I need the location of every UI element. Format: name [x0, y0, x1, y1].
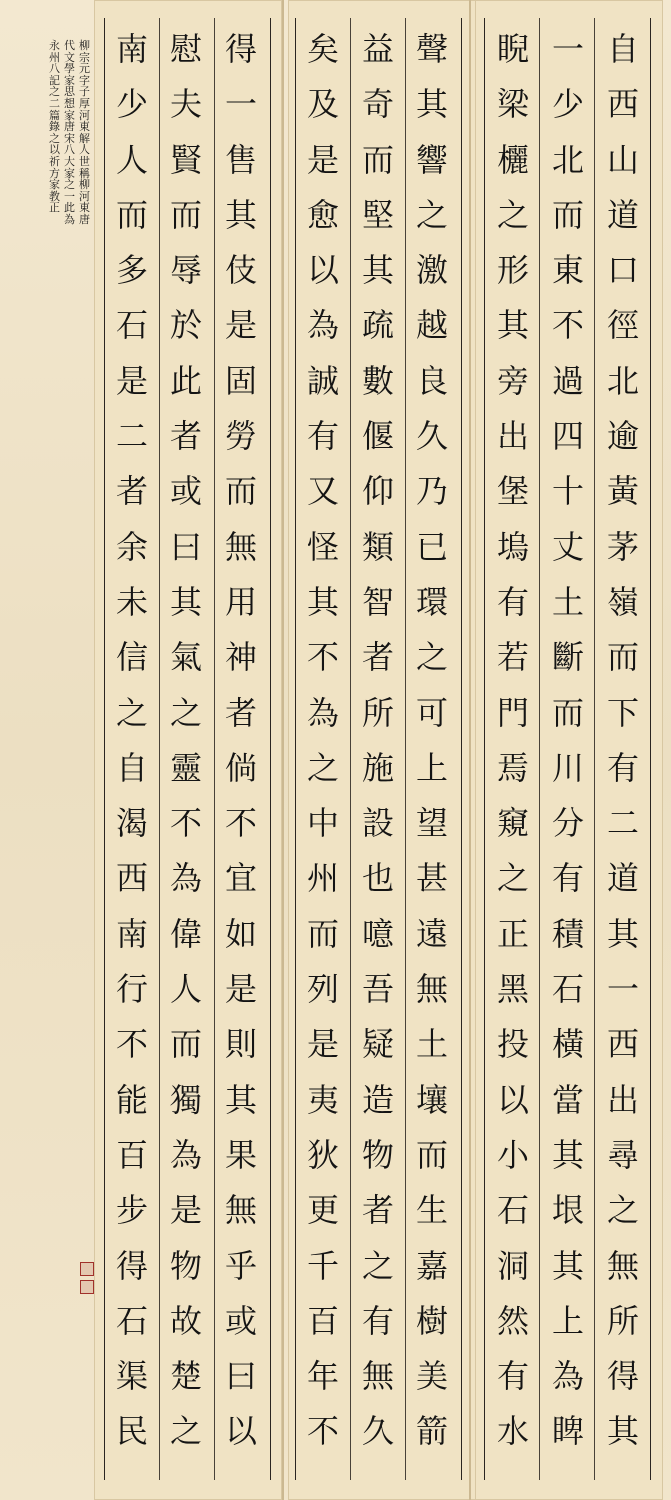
calligraphy-character: 而 [606, 638, 639, 677]
calligraphy-character: 樹 [415, 1301, 448, 1340]
calligraphy-character: 斷 [551, 638, 584, 677]
calligraphy-character: 四 [551, 417, 584, 456]
calligraphy-character: 睥 [551, 1412, 584, 1451]
calligraphy-character: 北 [606, 361, 639, 400]
calligraphy-character: 民 [115, 1412, 148, 1451]
calligraphy-character: 神 [224, 638, 257, 677]
calligraphy-character: 楚 [169, 1357, 202, 1396]
calligraphy-character: 千 [306, 1246, 339, 1285]
calligraphy-character: 誠 [306, 361, 339, 400]
calligraphy-character: 奇 [361, 85, 394, 124]
calligraphy-character: 過 [551, 361, 584, 400]
colophon-character: 學 [64, 62, 75, 76]
colophon-character: 家 [64, 108, 75, 122]
panel-seam [469, 0, 471, 1500]
calligraphy-character: 未 [115, 582, 148, 621]
colophon-character: 解 [79, 131, 90, 145]
calligraphy-character: 是 [306, 140, 339, 179]
calligraphy-character: 靈 [169, 748, 202, 787]
calligraphy-character: 逾 [606, 417, 639, 456]
calligraphy-character: 物 [361, 1135, 394, 1174]
calligraphy-character: 之 [115, 693, 148, 732]
calligraphy-character: 為 [306, 693, 339, 732]
calligraphy-character: 又 [306, 472, 339, 511]
calligraphy-character: 睨 [496, 30, 529, 68]
text-column [596, 22, 650, 1482]
calligraphy-character: 之 [169, 1412, 202, 1451]
calligraphy-character: 為 [551, 1357, 584, 1396]
colophon-character: 東 [79, 201, 90, 215]
calligraphy-character: 者 [361, 1191, 394, 1230]
calligraphy-character: 列 [306, 970, 339, 1009]
calligraphy-character: 其 [606, 1412, 639, 1451]
calligraphy-character: 東 [551, 251, 584, 290]
colophon-character: 子 [79, 85, 90, 99]
calligraphy-character: 其 [169, 582, 202, 621]
calligraphy-character: 口 [606, 251, 639, 290]
colophon-character: 厚 [79, 96, 90, 110]
calligraphy-character: 氣 [169, 638, 202, 677]
calligraphy-character: 已 [415, 527, 448, 566]
colophon-character: 八 [49, 62, 60, 76]
calligraphy-character: 而 [551, 195, 584, 234]
calligraphy-character: 勞 [224, 417, 257, 456]
calligraphy-character: 疑 [361, 1025, 394, 1064]
calligraphy-character: 激 [415, 251, 448, 290]
calligraphy-character: 為 [306, 306, 339, 345]
calligraphy-character: 人 [115, 140, 148, 179]
colophon-character: 文 [64, 50, 75, 64]
calligraphy-character: 小 [496, 1135, 529, 1174]
colophon-character: 州 [49, 50, 60, 64]
calligraphy-character: 道 [606, 859, 639, 898]
colophon-character: 家 [64, 166, 75, 180]
calligraphy-character: 徑 [606, 306, 639, 345]
colophon-character: 之 [64, 178, 75, 192]
calligraphy-character: 及 [306, 85, 339, 124]
calligraphy-character: 堡 [496, 472, 529, 511]
calligraphy-character: 設 [361, 804, 394, 843]
calligraphy-character: 更 [306, 1191, 339, 1230]
calligraphy-character: 洞 [496, 1246, 529, 1285]
text-column [541, 22, 595, 1482]
calligraphy-character: 焉 [496, 748, 529, 787]
calligraphy-character: 乃 [415, 472, 448, 511]
calligraphy-character: 丈 [551, 527, 584, 566]
calligraphy-character: 自 [606, 30, 639, 68]
calligraphy-character: 西 [606, 85, 639, 124]
calligraphy-character: 黃 [606, 472, 639, 511]
text-column [159, 22, 213, 1482]
calligraphy-character: 有 [496, 1357, 529, 1396]
colophon-character: 家 [64, 73, 75, 87]
calligraphy-character: 上 [415, 748, 448, 787]
text-column [296, 22, 350, 1482]
calligraphy-character: 其 [224, 1080, 257, 1119]
calligraphy-character: 智 [361, 582, 394, 621]
calligraphy-character: 其 [306, 582, 339, 621]
colophon-character: 記 [49, 73, 60, 87]
calligraphy-character: 是 [115, 361, 148, 400]
colophon-character: 祈 [49, 154, 60, 168]
calligraphy-character: 道 [606, 195, 639, 234]
calligraphy-character: 噫 [361, 914, 394, 953]
calligraphy-character: 箭 [415, 1412, 448, 1451]
calligraphy-character: 之 [415, 195, 448, 234]
calligraphy-character: 則 [224, 1025, 257, 1064]
calligraphy-character: 窺 [496, 804, 529, 843]
colophon-character: 方 [49, 166, 60, 180]
colophon-character: 錄 [49, 120, 60, 134]
colophon-character: 為 [64, 212, 75, 226]
calligraphy-character: 嶺 [606, 582, 639, 621]
colophon-column [63, 40, 76, 226]
calligraphy-character: 一 [551, 30, 584, 68]
calligraphy-character: 環 [415, 582, 448, 621]
calligraphy-character: 數 [361, 361, 394, 400]
calligraphy-character: 投 [496, 1025, 529, 1064]
calligraphy-character: 其 [496, 306, 529, 345]
calligraphy-character: 州 [306, 859, 339, 898]
calligraphy-character: 售 [224, 140, 257, 179]
calligraphy-character: 賢 [169, 140, 202, 179]
calligraphy-character: 欐 [496, 140, 529, 179]
calligraphy-character: 一 [224, 85, 257, 124]
calligraphy-character: 而 [169, 1025, 202, 1064]
calligraphy-character: 橫 [551, 1025, 584, 1064]
calligraphy-character: 而 [169, 195, 202, 234]
calligraphy-character: 於 [169, 306, 202, 345]
calligraphy-character: 是 [306, 1025, 339, 1064]
calligraphy-character: 行 [115, 970, 148, 1009]
calligraphy-character: 狄 [306, 1135, 339, 1174]
calligraphy-character: 石 [551, 970, 584, 1009]
calligraphy-character: 其 [606, 914, 639, 953]
text-column [214, 22, 268, 1482]
calligraphy-character: 久 [415, 417, 448, 456]
calligraphy-character: 是 [169, 1191, 202, 1230]
calligraphy-character: 渴 [115, 804, 148, 843]
calligraphy-character: 山 [606, 140, 639, 179]
calligraphy-character: 慰 [169, 30, 202, 68]
calligraphy-character: 有 [551, 859, 584, 898]
calligraphy-character: 不 [551, 306, 584, 345]
calligraphy-character: 之 [169, 693, 202, 732]
colophon-character: 稱 [79, 166, 90, 180]
calligraphy-character: 步 [115, 1191, 148, 1230]
colophon-character: 大 [64, 154, 75, 168]
calligraphy-character: 尋 [606, 1135, 639, 1174]
calligraphy-character: 堅 [361, 195, 394, 234]
colophon-character: 代 [64, 39, 75, 52]
calligraphy-character: 川 [551, 748, 584, 787]
calligraphy-character: 久 [361, 1412, 394, 1451]
calligraphy-character: 望 [415, 804, 448, 843]
calligraphy-character: 出 [606, 1080, 639, 1119]
calligraphy-character: 所 [606, 1301, 639, 1340]
calligraphy-character: 茅 [606, 527, 639, 566]
colophon-character: 家 [49, 178, 60, 192]
text-column [351, 22, 405, 1482]
calligraphy-character: 其 [224, 195, 257, 234]
calligraphy-character: 垠 [551, 1191, 584, 1230]
calligraphy-character: 形 [496, 251, 529, 290]
calligraphy-character: 造 [361, 1080, 394, 1119]
calligraphy-character: 有 [361, 1301, 394, 1340]
calligraphy-character: 其 [551, 1246, 584, 1285]
calligraphy-character: 南 [115, 914, 148, 953]
calligraphy-character: 倘 [224, 748, 257, 787]
text-column [105, 22, 159, 1482]
calligraphy-character: 之 [606, 1191, 639, 1230]
calligraphy-character: 南 [115, 30, 148, 68]
calligraphy-character: 之 [306, 748, 339, 787]
calligraphy-character: 以 [224, 1412, 257, 1451]
calligraphy-character: 聲 [415, 30, 448, 68]
calligraphy-character: 者 [361, 638, 394, 677]
calligraphy-character: 物 [169, 1246, 202, 1285]
calligraphy-character: 生 [415, 1191, 448, 1230]
calligraphy-character: 水 [496, 1412, 529, 1451]
calligraphy-character: 無 [361, 1357, 394, 1396]
colophon-character: 唐 [64, 120, 75, 134]
calligraphy-character: 辱 [169, 251, 202, 290]
calligraphy-character: 伎 [224, 251, 257, 290]
calligraphy-character: 所 [361, 693, 394, 732]
calligraphy-character: 是 [224, 306, 257, 345]
calligraphy-character: 北 [551, 140, 584, 179]
calligraphy-character: 偉 [169, 914, 202, 953]
calligraphy-character: 以 [496, 1080, 529, 1119]
colophon-character: 之 [49, 85, 60, 99]
calligraphy-character: 如 [224, 914, 257, 953]
calligraphy-character: 二 [115, 417, 148, 456]
calligraphy-character: 施 [361, 748, 394, 787]
calligraphy-character: 自 [115, 748, 148, 787]
calligraphy-character: 若 [496, 638, 529, 677]
calligraphy-character: 土 [551, 582, 584, 621]
calligraphy-character: 良 [415, 361, 448, 400]
calligraphy-character: 得 [115, 1246, 148, 1285]
calligraphy-character: 人 [169, 970, 202, 1009]
calligraphy-character: 其 [551, 1135, 584, 1174]
calligraphy-character: 而 [306, 914, 339, 953]
calligraphy-character: 為 [169, 859, 202, 898]
calligraphy-character: 旁 [496, 361, 529, 400]
calligraphy-character: 者 [169, 417, 202, 456]
calligraphy-character: 是 [224, 970, 257, 1009]
calligraphy-character: 以 [306, 251, 339, 290]
calligraphy-character: 不 [169, 804, 202, 843]
calligraphy-character: 西 [606, 1025, 639, 1064]
colophon-character: 教 [49, 189, 60, 203]
calligraphy-character: 者 [224, 693, 257, 732]
calligraphy-character: 之 [496, 195, 529, 234]
calligraphy-character: 故 [169, 1301, 202, 1340]
calligraphy-character: 門 [496, 693, 529, 732]
colophon-character: 想 [64, 96, 75, 110]
calligraphy-character: 余 [115, 527, 148, 566]
colophon-character: 一 [64, 189, 75, 203]
colophon-character: 唐 [79, 212, 90, 226]
calligraphy-character: 十 [551, 472, 584, 511]
calligraphy-character: 而 [224, 472, 257, 511]
calligraphy-character: 之 [415, 638, 448, 677]
calligraphy-character: 乎 [224, 1246, 257, 1285]
colophon-column [78, 40, 91, 226]
artist-seal [80, 1262, 94, 1276]
calligraphy-character: 仰 [361, 472, 394, 511]
calligraphy-character: 年 [306, 1357, 339, 1396]
calligraphy-character: 少 [115, 85, 148, 124]
artist-seal [80, 1280, 94, 1294]
calligraphy-character: 不 [306, 1412, 339, 1451]
calligraphy-character: 無 [224, 527, 257, 566]
calligraphy-character: 西 [115, 859, 148, 898]
calligraphy-character: 疏 [361, 306, 394, 345]
calligraphy-character: 而 [361, 140, 394, 179]
calligraphy-character: 夫 [169, 85, 202, 124]
calligraphy-character: 多 [115, 251, 148, 290]
calligraphy-character: 上 [551, 1301, 584, 1340]
calligraphy-character: 壤 [415, 1080, 448, 1119]
calligraphy-character: 其 [415, 85, 448, 124]
colophon-character: 二 [49, 96, 60, 110]
calligraphy-character: 也 [361, 859, 394, 898]
calligraphy-character: 渠 [115, 1357, 148, 1396]
calligraphy-character: 之 [361, 1246, 394, 1285]
calligraphy-character: 獨 [169, 1080, 202, 1119]
calligraphy-character: 越 [415, 306, 448, 345]
colophon-character: 世 [79, 154, 90, 168]
colophon-character: 字 [79, 73, 90, 87]
calligraphy-character: 可 [415, 693, 448, 732]
calligraphy-character: 嘉 [415, 1246, 448, 1285]
panel-seam [282, 0, 284, 1500]
calligraphy-character: 甚 [415, 859, 448, 898]
colophon-character: 人 [79, 143, 90, 157]
calligraphy-character: 二 [606, 804, 639, 843]
colophon-character: 東 [79, 120, 90, 134]
calligraphy-character: 無 [415, 970, 448, 1009]
colophon-character: 此 [64, 201, 75, 215]
calligraphy-character: 石 [496, 1191, 529, 1230]
calligraphy-character: 之 [496, 859, 529, 898]
calligraphy-character: 夷 [306, 1080, 339, 1119]
calligraphy-character: 然 [496, 1301, 529, 1340]
calligraphy-character: 其 [361, 251, 394, 290]
calligraphy-character: 出 [496, 417, 529, 456]
calligraphy-character: 信 [115, 638, 148, 677]
calligraphy-character: 不 [224, 804, 257, 843]
calligraphy-character: 此 [169, 361, 202, 400]
calligraphy-character: 者 [115, 472, 148, 511]
calligraphy-character: 而 [415, 1135, 448, 1174]
calligraphy-character: 土 [415, 1025, 448, 1064]
calligraphy-character: 而 [551, 693, 584, 732]
calligraphy-character: 愈 [306, 195, 339, 234]
calligraphy-character: 曰 [224, 1357, 257, 1396]
calligraphy-character: 一 [606, 970, 639, 1009]
colophon-character: 河 [79, 189, 90, 203]
calligraphy-character: 無 [224, 1191, 257, 1230]
calligraphy-character: 不 [115, 1025, 148, 1064]
calligraphy-character: 響 [415, 140, 448, 179]
calligraphy-character: 正 [496, 914, 529, 953]
colophon-character: 宗 [79, 50, 90, 64]
colophon-character: 柳 [79, 39, 90, 52]
calligraphy-character: 下 [606, 693, 639, 732]
calligraphy-character: 偃 [361, 417, 394, 456]
colophon-character: 之 [49, 131, 60, 145]
calligraphy-character: 梁 [496, 85, 529, 124]
calligraphy-character: 或 [169, 472, 202, 511]
colophon-character: 以 [49, 143, 60, 157]
colophon-character: 元 [79, 62, 90, 76]
colophon-character: 八 [64, 143, 75, 157]
calligraphy-character: 中 [306, 804, 339, 843]
calligraphy-character: 當 [551, 1080, 584, 1119]
calligraphy-character: 美 [415, 1357, 448, 1396]
calligraphy-character: 黑 [496, 970, 529, 1009]
calligraphy-character: 曰 [169, 527, 202, 566]
calligraphy-character: 或 [224, 1301, 257, 1340]
calligraphy-character: 用 [224, 582, 257, 621]
calligraphy-character: 有 [606, 748, 639, 787]
calligraphy-character: 遠 [415, 914, 448, 953]
calligraphy-character: 益 [361, 30, 394, 68]
calligraphy-character: 有 [306, 417, 339, 456]
calligraphy-character: 怪 [306, 527, 339, 566]
text-column [486, 22, 540, 1482]
calligraphy-character: 石 [115, 306, 148, 345]
calligraphy-character: 分 [551, 804, 584, 843]
colophon-character: 柳 [79, 178, 90, 192]
colophon-column [48, 40, 61, 214]
calligraphy-character: 百 [115, 1135, 148, 1174]
calligraphy-character: 固 [224, 361, 257, 400]
calligraphy-character: 不 [306, 638, 339, 677]
calligraphy-character: 宜 [224, 859, 257, 898]
calligraphy-character: 矣 [306, 30, 339, 68]
calligraphy-character: 能 [115, 1080, 148, 1119]
calligraphy-character: 得 [606, 1357, 639, 1396]
calligraphy-character: 無 [606, 1246, 639, 1285]
calligraphy-character: 類 [361, 527, 394, 566]
calligraphy-character: 為 [169, 1135, 202, 1174]
colophon-character: 河 [79, 108, 90, 122]
calligraphy-character: 有 [496, 582, 529, 621]
text-column [405, 22, 459, 1482]
colophon-character: 篇 [49, 108, 60, 122]
calligraphy-character: 吾 [361, 970, 394, 1009]
colophon-character: 宋 [64, 131, 75, 145]
calligraphy-character: 而 [115, 195, 148, 234]
calligraphy-character: 果 [224, 1135, 257, 1174]
calligraphy-character: 塢 [496, 527, 529, 566]
calligraphy-character: 少 [551, 85, 584, 124]
colophon-character: 正 [49, 201, 60, 215]
calligraphy-character: 石 [115, 1301, 148, 1340]
calligraphy-character: 得 [224, 30, 257, 68]
calligraphy-character: 積 [551, 914, 584, 953]
colophon-character: 思 [64, 85, 75, 99]
calligraphy-character: 百 [306, 1301, 339, 1340]
colophon-character: 永 [49, 39, 60, 52]
